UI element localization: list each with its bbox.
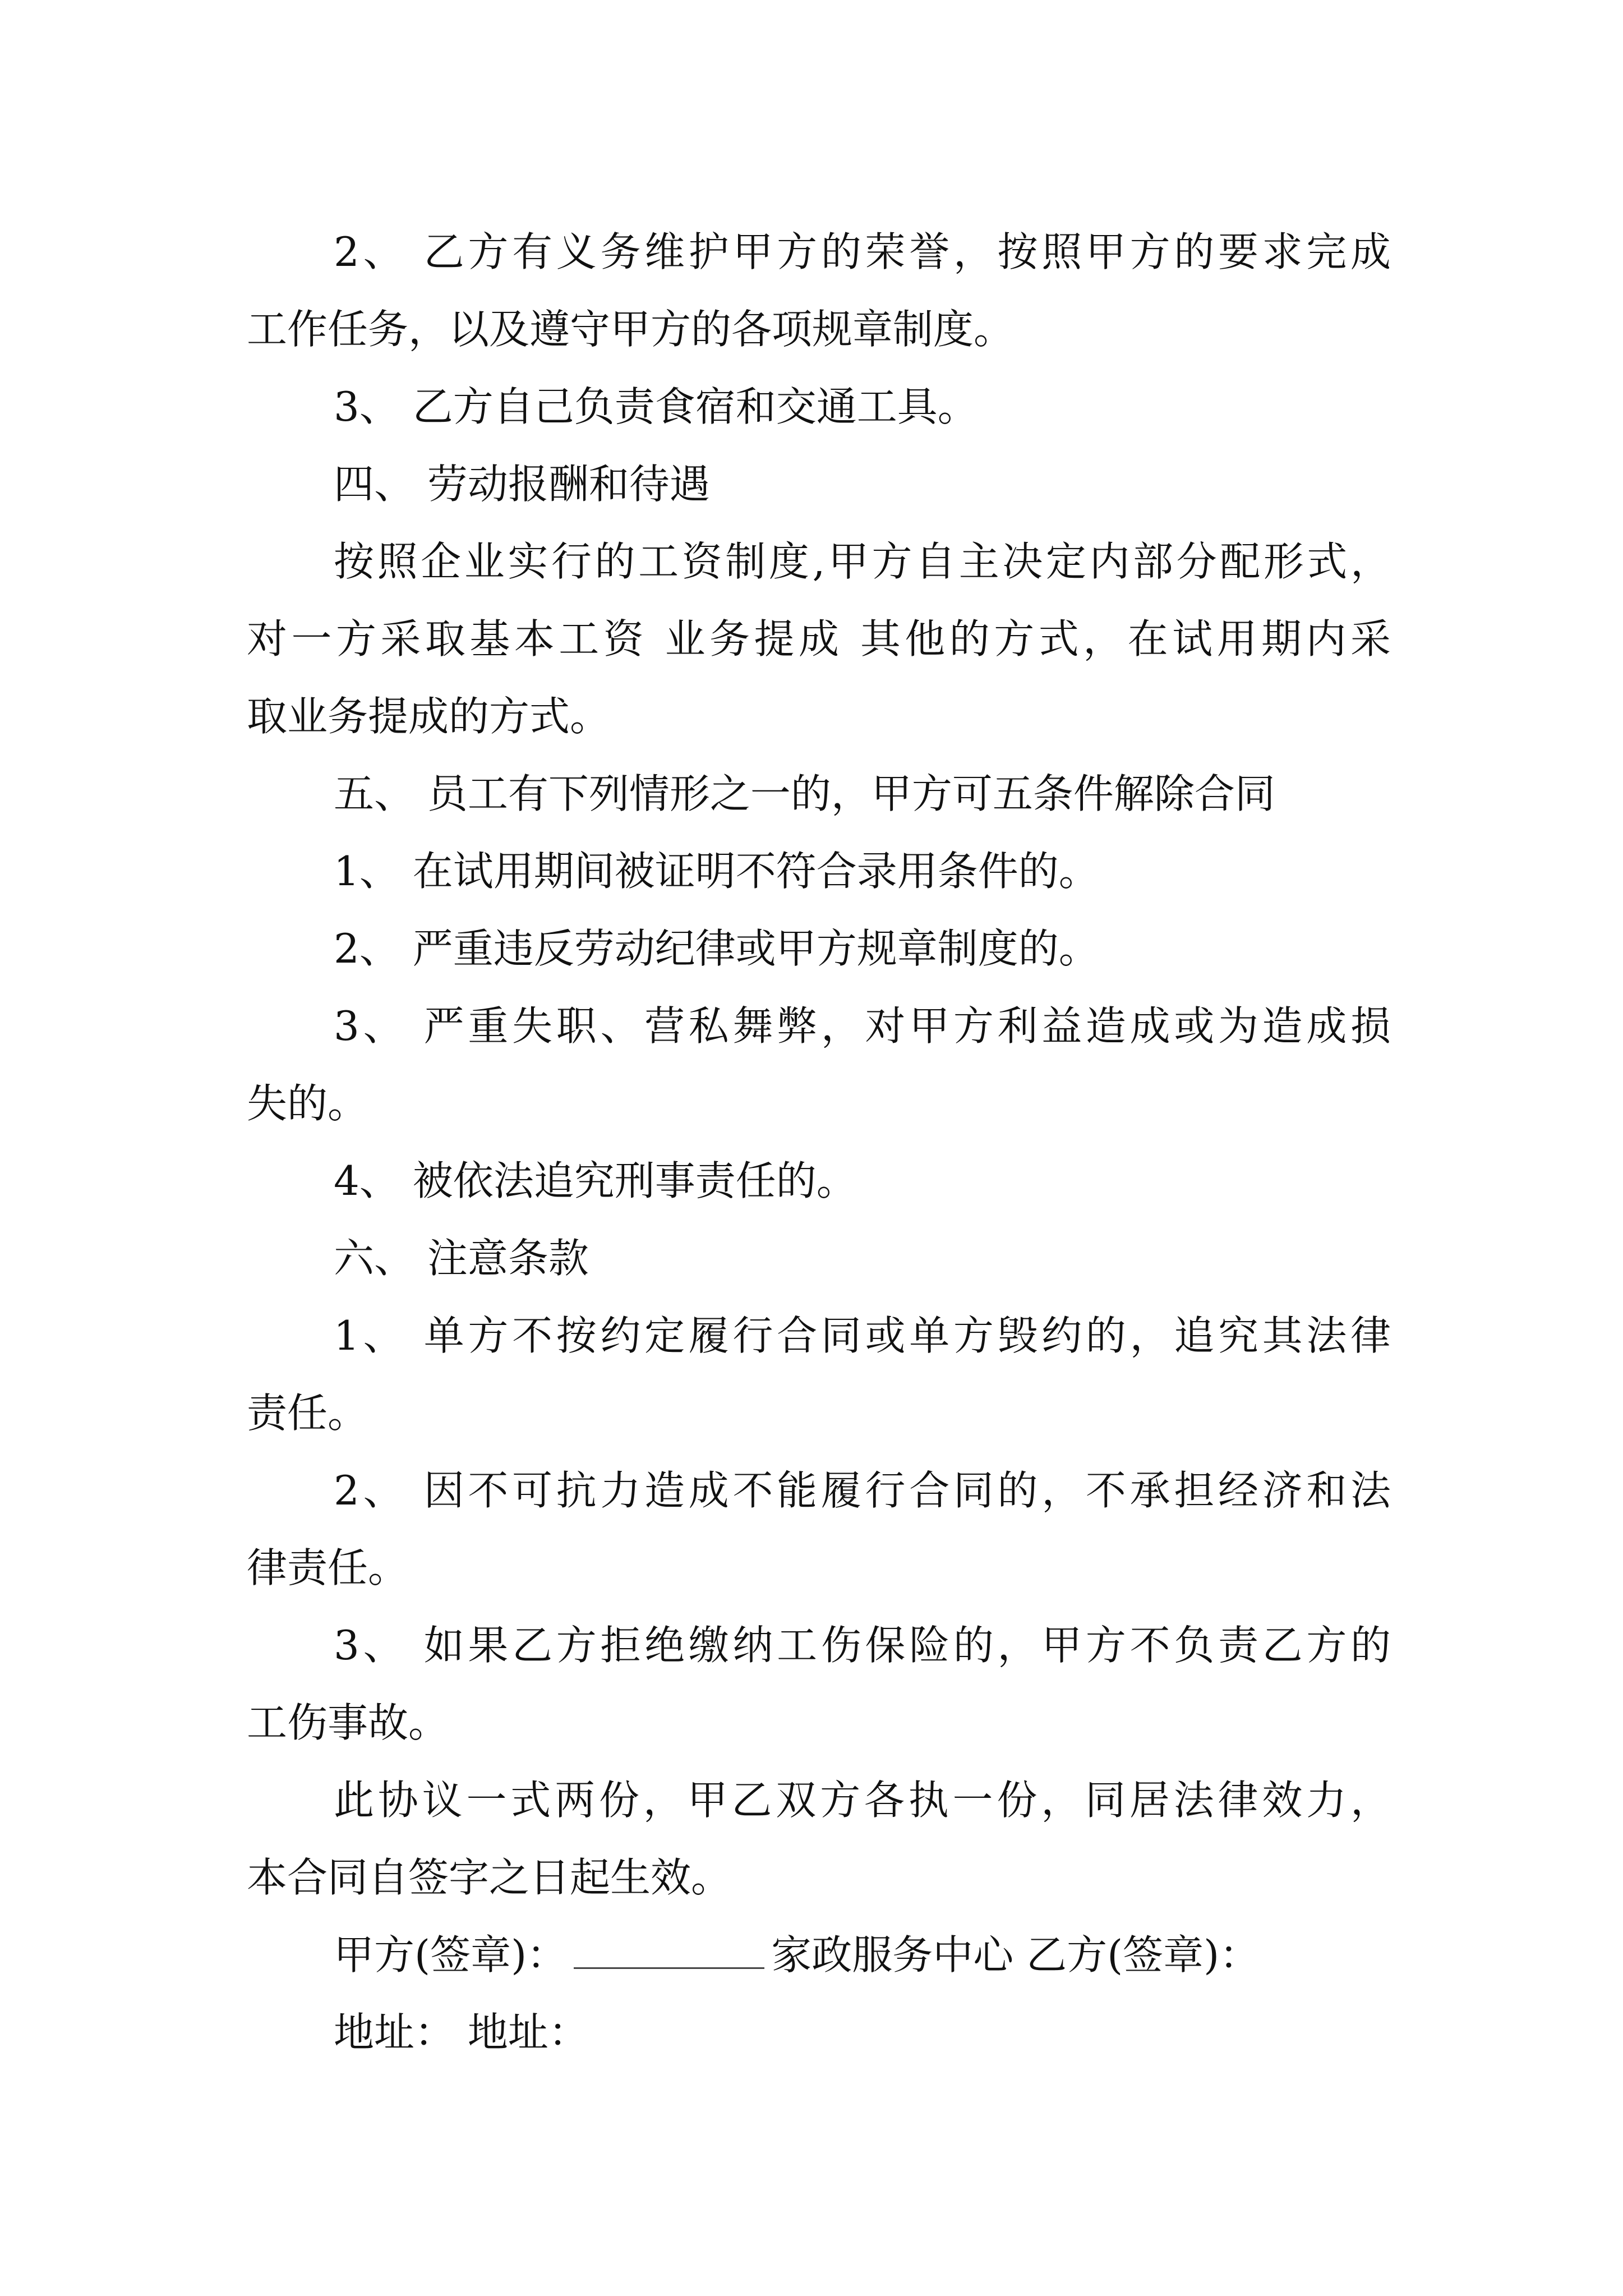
paragraph-line: 本合同自签字之日起生效。 (247, 1854, 732, 1901)
paragraph-line: 失的。 (247, 1080, 368, 1127)
paragraph-line: 责任。 (247, 1389, 368, 1437)
section-heading: 五、 员工有下列情形之一的，甲方可五条件解除合同 (334, 770, 1275, 817)
paragraph-line: 3、 如果乙方拒绝缴纳工伤保险的，甲方不负责乙方的 (334, 1622, 1391, 1669)
address-line (247, 1994, 1391, 2071)
paragraph-line: 取业务提成的方式。 (247, 693, 611, 740)
paragraph-line: 律责任。 (247, 1544, 409, 1591)
paragraph-line: 工作任务，以及遵守甲方的各项规章制度。 (247, 306, 1015, 353)
section-heading: 六、 注意条款 (334, 1235, 589, 1282)
party-b-signature-label: 乙方(签章)： (1026, 1931, 1260, 1978)
signature-line (247, 1916, 1391, 1994)
party-a-signature-label: 甲方(签章)： (334, 1931, 568, 1978)
paragraph-line: 1、 单方不按约定履行合同或单方毁约的，追究其法律 (334, 1312, 1391, 1359)
party-b-address-label: 地址： (467, 2009, 589, 2056)
paragraph-line: 2、 乙方有义务维护甲方的荣誉，按照甲方的要求完成 (334, 228, 1391, 275)
paragraph-line: 3、 严重失职、营私舞弊，对甲方利益造成或为造成损 (334, 1002, 1391, 1050)
paragraph-line: 3、 乙方自己负责食宿和交通工具。 (334, 383, 978, 430)
paragraph-line: 工伤事故。 (247, 1699, 449, 1746)
section-heading: 四、 劳动报酬和待遇 (334, 461, 710, 508)
paragraph-line: 1、 在试用期间被证明不符合录用条件的。 (334, 848, 1099, 895)
paragraph-line: 2、 因不可抗力造成不能履行合同的，不承担经济和法 (334, 1467, 1391, 1514)
paragraph-line: 4、 被依法追究刑事责任的。 (334, 1157, 857, 1204)
party-a-organization: 家政服务中心 (771, 1931, 1014, 1978)
party-a-address-label: 地址： (334, 2009, 455, 2056)
paragraph-line: 2、 严重违反劳动纪律或甲方规章制度的。 (334, 925, 1099, 972)
paragraph-line: 对一方采取基本工资 业务提成 其他的方式，在试用期内采 (247, 615, 1391, 662)
paragraph-line: 按照企业实行的工资制度,甲方自主决定内部分配形式， (334, 538, 1391, 585)
contract-body (247, 213, 1391, 2071)
paragraph-line: 此协议一式两份，甲乙双方各执一份，同居法律效力， (334, 1777, 1391, 1824)
party-a-blank (574, 1928, 764, 1969)
